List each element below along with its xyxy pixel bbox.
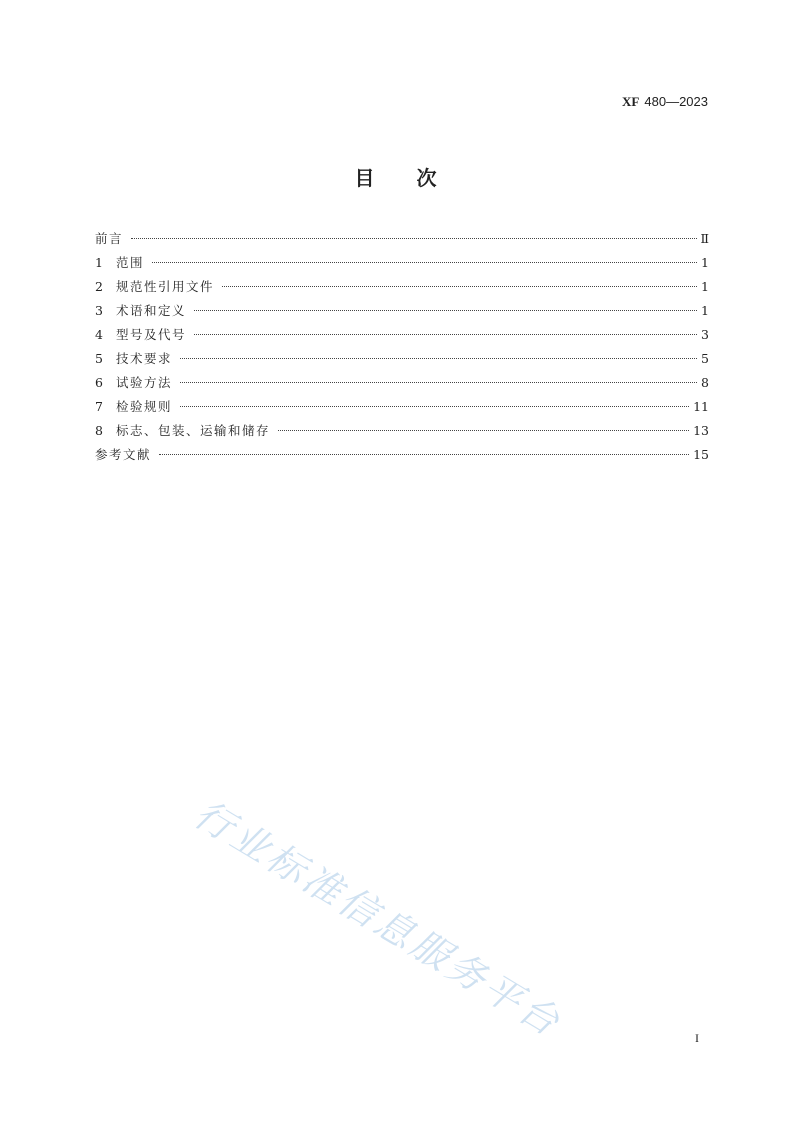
title-part-2: 次 (416, 166, 439, 190)
toc-entry[interactable] (95, 301, 709, 325)
toc-entry-label: 型号及代号 (116, 327, 187, 342)
toc-entry-page: 1 (701, 303, 709, 318)
code-number: 480—2023 (644, 94, 708, 109)
toc-entry-page: Ⅱ (700, 231, 709, 246)
toc-entry-page: 1 (701, 279, 709, 294)
toc-entry-label: 范围 (116, 255, 145, 270)
toc-entry-page: 3 (701, 327, 709, 342)
toc-entry-page: 8 (701, 375, 709, 390)
toc-entry-label: 前言 (95, 231, 124, 246)
toc-entry-label: 术语和定义 (116, 303, 187, 318)
toc-entry[interactable] (95, 421, 709, 445)
toc-entry-number: 2 (95, 279, 103, 294)
dot-leader (180, 382, 697, 383)
toc-entry-label: 技术要求 (116, 351, 173, 366)
toc-entry-number: 3 (95, 303, 103, 318)
toc-entry-label: 参考文献 (95, 447, 152, 462)
toc-entry[interactable] (95, 325, 709, 349)
dot-leader (194, 310, 697, 311)
toc-entry-number: 7 (95, 399, 103, 414)
toc-entry-label: 规范性引用文件 (116, 279, 215, 294)
document-code (622, 94, 708, 110)
page-title (0, 162, 793, 191)
dot-leader (131, 238, 696, 239)
dot-leader (222, 286, 697, 287)
page-number: I (695, 1031, 699, 1045)
toc-entry-number: 5 (95, 351, 103, 366)
dot-leader (159, 454, 689, 455)
title-part-1: 目 (354, 166, 377, 190)
toc-entry-label: 试验方法 (116, 375, 173, 390)
toc-entry-page: 13 (693, 423, 709, 438)
toc-entry-label: 标志、包装、运输和储存 (116, 423, 271, 438)
dot-leader (180, 358, 697, 359)
code-prefix: XF (622, 94, 640, 109)
toc-entry-label: 检验规则 (116, 399, 173, 414)
toc-entry[interactable] (95, 277, 709, 301)
toc-entry-page: 1 (701, 255, 709, 270)
watermark: 行业标准信息服务平台 (186, 791, 570, 1046)
toc-entry[interactable] (95, 445, 709, 469)
dot-leader (152, 262, 697, 263)
toc-entry-number: 6 (95, 375, 103, 390)
toc-entry[interactable] (95, 373, 709, 397)
toc-entry-page: 11 (693, 399, 709, 414)
toc-entry-number: 1 (95, 255, 103, 270)
dot-leader (278, 430, 689, 431)
toc-entry[interactable] (95, 397, 709, 421)
table-of-contents (95, 229, 709, 469)
toc-entry-number: 8 (95, 423, 103, 438)
toc-entry[interactable] (95, 229, 709, 253)
toc-entry-number: 4 (95, 327, 103, 342)
toc-entry[interactable] (95, 349, 709, 373)
dot-leader (180, 406, 689, 407)
dot-leader (194, 334, 697, 335)
toc-entry-page: 5 (701, 351, 709, 366)
toc-entry-page: 15 (693, 447, 709, 462)
toc-entry[interactable] (95, 253, 709, 277)
